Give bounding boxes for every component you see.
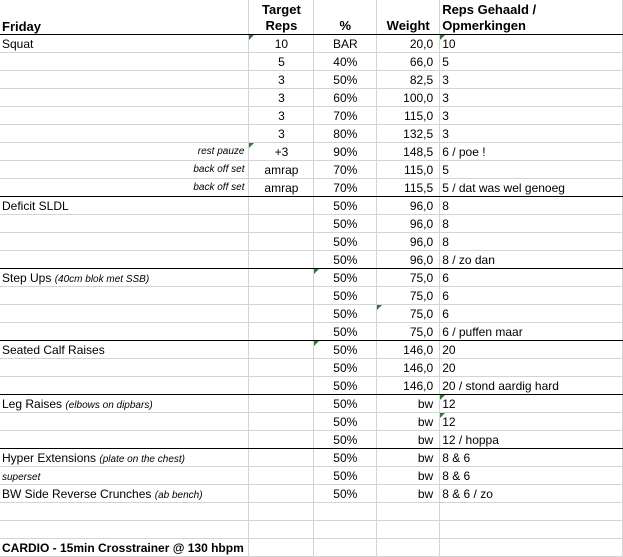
target-reps-cell[interactable]: 3: [249, 125, 314, 143]
table-row: [0, 233, 623, 251]
target-reps-cell[interactable]: [249, 485, 314, 503]
percent-cell[interactable]: 50%: [314, 377, 377, 395]
exercise-cell[interactable]: [0, 125, 249, 143]
exercise-cell[interactable]: [0, 395, 249, 413]
weight-cell[interactable]: 146,0: [377, 359, 440, 377]
percent-cell[interactable]: 70%: [314, 179, 377, 197]
weight-cell[interactable]: 115,0: [377, 107, 440, 125]
target-reps-cell[interactable]: amrap: [249, 161, 314, 179]
target-reps-cell[interactable]: [249, 305, 314, 323]
target-reps-cell[interactable]: [249, 359, 314, 377]
table-row: [0, 341, 623, 359]
reps-done-cell[interactable]: 5: [440, 53, 623, 71]
target-reps-cell[interactable]: 5: [249, 53, 314, 71]
weight-cell[interactable]: 148,5: [377, 143, 440, 161]
target-reps-cell[interactable]: [249, 449, 314, 467]
weight-cell[interactable]: 96,0: [377, 233, 440, 251]
exercise-cell[interactable]: [0, 215, 249, 233]
exercise-name: Leg Raises: [2, 396, 63, 411]
table-row: [0, 53, 623, 71]
exercise-note: (ab bench): [154, 489, 203, 501]
percent-cell[interactable]: 40%: [314, 53, 377, 71]
exercise-cell[interactable]: [0, 449, 249, 467]
exercise-cell[interactable]: [0, 251, 249, 269]
target-reps-cell[interactable]: [249, 341, 314, 359]
empty-cell[interactable]: [440, 503, 623, 521]
exercise-name: Deficit SLDL: [2, 198, 69, 213]
table-row: [0, 107, 623, 125]
exercise-cell[interactable]: [0, 179, 249, 197]
percent-cell[interactable]: 50%: [314, 359, 377, 377]
table-row: [0, 377, 623, 395]
reps-done-cell[interactable]: 8 & 6: [440, 467, 623, 485]
reps-done-cell[interactable]: 8: [440, 197, 623, 215]
weight-header[interactable]: Weight: [377, 0, 440, 35]
percent-cell[interactable]: 50%: [314, 233, 377, 251]
table-row: [0, 71, 623, 89]
exercise-note: (elbows on dipbars): [65, 399, 153, 411]
weight-cell[interactable]: 96,0: [377, 215, 440, 233]
table-row: [0, 161, 623, 179]
reps-done-header[interactable]: [440, 0, 623, 35]
weight-cell[interactable]: bw: [377, 395, 440, 413]
percent-cell[interactable]: 50%: [314, 251, 377, 269]
table-row: [0, 395, 623, 413]
target-reps-cell[interactable]: 10: [249, 35, 314, 53]
reps-done-cell[interactable]: 3: [440, 125, 623, 143]
reps-done-cell[interactable]: 3: [440, 71, 623, 89]
day-title[interactable]: Friday: [0, 0, 249, 35]
reps-done-cell[interactable]: 8 & 6 / zo: [440, 485, 623, 503]
table-row: [0, 485, 623, 503]
table-row: [0, 197, 623, 215]
set-label: rest pauze: [197, 146, 245, 157]
target-reps-cell[interactable]: [249, 413, 314, 431]
table-row: [0, 287, 623, 305]
reps-done-cell[interactable]: 20 / stond aardig hard: [440, 377, 623, 395]
exercise-note: (40cm blok met SSB): [54, 273, 150, 285]
exercise-cell[interactable]: [0, 305, 249, 323]
exercise-note: (plate on the chest): [99, 453, 185, 465]
reps-done-cell[interactable]: 8: [440, 215, 623, 233]
weight-cell[interactable]: 75,0: [377, 269, 440, 287]
exercise-name: Seated Calf Raises: [2, 342, 105, 357]
percent-cell[interactable]: 50%: [314, 269, 377, 287]
target-reps-cell[interactable]: [249, 215, 314, 233]
reps-done-cell[interactable]: 5: [440, 161, 623, 179]
target-reps-cell[interactable]: 3: [249, 107, 314, 125]
target-reps-cell[interactable]: amrap: [249, 179, 314, 197]
exercise-cell[interactable]: [0, 53, 249, 71]
target-reps-cell[interactable]: 3: [249, 89, 314, 107]
target-reps-cell[interactable]: [249, 395, 314, 413]
reps-done-cell[interactable]: 6 / poe !: [440, 143, 623, 161]
weight-cell[interactable]: 82,5: [377, 71, 440, 89]
table-row: [0, 305, 623, 323]
weight-cell[interactable]: 75,0: [377, 287, 440, 305]
reps-done-header-line2: Opmerkingen: [442, 18, 526, 33]
percent-cell[interactable]: 50%: [314, 413, 377, 431]
percent-cell[interactable]: 80%: [314, 125, 377, 143]
reps-done-header-line1: Reps Gehaald /: [442, 2, 537, 17]
exercise-cell[interactable]: [0, 107, 249, 125]
weight-cell[interactable]: 75,0: [377, 323, 440, 341]
target-reps-cell[interactable]: [249, 269, 314, 287]
target-reps-cell[interactable]: [249, 467, 314, 485]
exercise-cell[interactable]: [0, 143, 249, 161]
empty-cell[interactable]: [377, 539, 440, 557]
exercise-cell[interactable]: [0, 485, 249, 503]
target-reps-cell[interactable]: [249, 233, 314, 251]
empty-cell[interactable]: [249, 503, 314, 521]
table-row: [0, 89, 623, 107]
weight-cell[interactable]: 96,0: [377, 251, 440, 269]
reps-done-cell[interactable]: 8 & 6: [440, 449, 623, 467]
table-row: [0, 35, 623, 53]
empty-cell[interactable]: [314, 539, 377, 557]
percent-cell[interactable]: 90%: [314, 143, 377, 161]
reps-done-cell[interactable]: 3: [440, 89, 623, 107]
target-reps-cell[interactable]: [249, 323, 314, 341]
percent-cell[interactable]: 70%: [314, 161, 377, 179]
weight-cell[interactable]: 115,5: [377, 179, 440, 197]
table-row: [0, 125, 623, 143]
percent-cell[interactable]: 50%: [314, 341, 377, 359]
reps-done-cell[interactable]: 8: [440, 233, 623, 251]
exercise-cell[interactable]: [0, 269, 249, 287]
reps-done-cell[interactable]: 12 / hoppa: [440, 431, 623, 449]
empty-cell[interactable]: [0, 503, 249, 521]
weight-cell[interactable]: 20,0: [377, 35, 440, 53]
percent-cell[interactable]: 50%: [314, 287, 377, 305]
exercise-cell[interactable]: [0, 413, 249, 431]
target-reps-cell[interactable]: 3: [249, 71, 314, 89]
target-reps-header-line1: Target: [262, 2, 301, 17]
percent-cell[interactable]: BAR: [314, 35, 377, 53]
empty-cell[interactable]: [377, 503, 440, 521]
percent-cell[interactable]: 50%: [314, 395, 377, 413]
table-row: [0, 143, 623, 161]
weight-cell[interactable]: 75,0: [377, 305, 440, 323]
table-row: [0, 215, 623, 233]
weight-cell[interactable]: 115,0: [377, 161, 440, 179]
percent-cell[interactable]: 70%: [314, 107, 377, 125]
exercise-cell[interactable]: [0, 287, 249, 305]
set-label: back off set: [193, 164, 245, 175]
exercise-cell[interactable]: [0, 323, 249, 341]
weight-cell[interactable]: 146,0: [377, 341, 440, 359]
exercise-cell[interactable]: [0, 89, 249, 107]
reps-done-cell[interactable]: 12: [440, 413, 623, 431]
exercise-name: BW Side Reverse Crunches: [2, 486, 152, 501]
empty-cell[interactable]: [314, 503, 377, 521]
table-row: [0, 251, 623, 269]
reps-done-cell[interactable]: 8 / zo dan: [440, 251, 623, 269]
reps-done-cell[interactable]: 6 / puffen maar: [440, 323, 623, 341]
exercise-note: superset: [2, 471, 41, 483]
exercise-cell[interactable]: [0, 377, 249, 395]
percent-cell[interactable]: 50%: [314, 467, 377, 485]
target-reps-cell[interactable]: [249, 377, 314, 395]
percent-cell[interactable]: 60%: [314, 89, 377, 107]
exercise-cell[interactable]: [0, 359, 249, 377]
exercise-name: Hyper Extensions: [2, 450, 97, 465]
percent-cell[interactable]: 50%: [314, 197, 377, 215]
percent-cell[interactable]: 50%: [314, 215, 377, 233]
weight-cell[interactable]: 132,5: [377, 125, 440, 143]
reps-done-cell[interactable]: 6: [440, 305, 623, 323]
exercise-cell[interactable]: [0, 197, 249, 215]
reps-done-cell[interactable]: 6: [440, 287, 623, 305]
weight-cell[interactable]: 146,0: [377, 377, 440, 395]
exercise-cell[interactable]: [0, 233, 249, 251]
weight-cell[interactable]: 66,0: [377, 53, 440, 71]
percent-cell[interactable]: 50%: [314, 485, 377, 503]
header-row: [0, 0, 623, 35]
set-label: back off set: [193, 182, 245, 193]
reps-done-cell[interactable]: 5 / dat was wel genoeg: [440, 179, 623, 197]
weight-cell[interactable]: bw: [377, 485, 440, 503]
reps-done-cell[interactable]: 20: [440, 359, 623, 377]
target-reps-cell[interactable]: [249, 197, 314, 215]
cardio-note[interactable]: CARDIO - 15min Crosstrainer @ 130 hbpm: [0, 539, 249, 557]
reps-done-cell[interactable]: 20: [440, 341, 623, 359]
target-reps-cell[interactable]: [249, 251, 314, 269]
weight-cell[interactable]: bw: [377, 413, 440, 431]
table-row: [0, 413, 623, 431]
cardio-row: [0, 539, 623, 557]
exercise-cell[interactable]: [0, 431, 249, 449]
weight-cell[interactable]: bw: [377, 467, 440, 485]
table-row: [0, 269, 623, 287]
reps-done-cell[interactable]: 10: [440, 35, 623, 53]
reps-done-cell[interactable]: 6: [440, 269, 623, 287]
exercise-cell[interactable]: [0, 341, 249, 359]
weight-cell[interactable]: bw: [377, 431, 440, 449]
target-reps-header-line2: Reps: [265, 18, 298, 33]
reps-done-cell[interactable]: 12: [440, 395, 623, 413]
target-reps-cell[interactable]: +3: [249, 143, 314, 161]
exercise-cell[interactable]: [0, 71, 249, 89]
percent-cell[interactable]: 50%: [314, 323, 377, 341]
target-reps-header[interactable]: [249, 0, 314, 35]
exercise-cell[interactable]: [0, 161, 249, 179]
exercise-name: Squat: [2, 36, 34, 51]
empty-cell[interactable]: [249, 539, 314, 557]
table-row: [0, 431, 623, 449]
table-row: [0, 359, 623, 377]
table-row: [0, 179, 623, 197]
reps-done-cell[interactable]: 3: [440, 107, 623, 125]
weight-cell[interactable]: bw: [377, 449, 440, 467]
percent-cell[interactable]: 50%: [314, 305, 377, 323]
exercise-cell[interactable]: [0, 467, 249, 485]
percent-cell[interactable]: 50%: [314, 431, 377, 449]
weight-cell[interactable]: 96,0: [377, 197, 440, 215]
table-row: [0, 449, 623, 467]
target-reps-cell[interactable]: [249, 431, 314, 449]
weight-cell[interactable]: 100,0: [377, 89, 440, 107]
exercise-cell[interactable]: [0, 35, 249, 53]
exercise-name: Step Ups: [2, 270, 52, 285]
table-row: [0, 323, 623, 341]
empty-cell[interactable]: [440, 539, 623, 557]
target-reps-cell[interactable]: [249, 287, 314, 305]
percent-cell[interactable]: 50%: [314, 71, 377, 89]
empty-row: [0, 503, 623, 521]
percent-header[interactable]: %: [314, 0, 377, 35]
table-row: [0, 467, 623, 485]
percent-cell[interactable]: 50%: [314, 449, 377, 467]
